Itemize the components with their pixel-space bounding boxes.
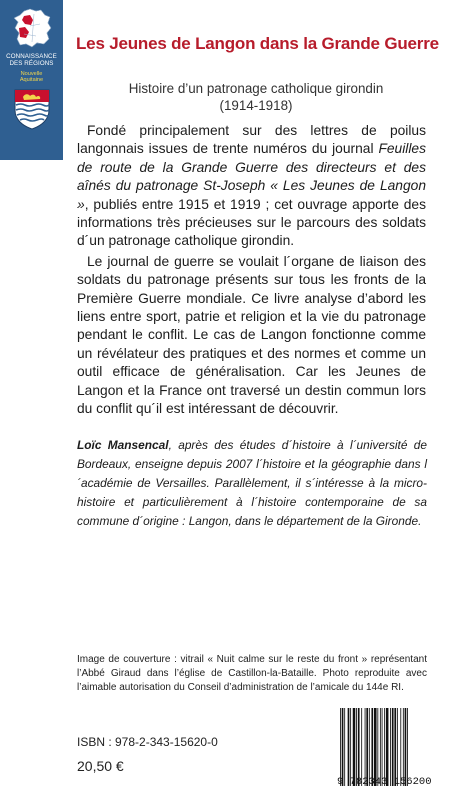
price: 20,50 € [77, 758, 124, 774]
book-summary [77, 122, 426, 419]
isbn: ISBN : 978-2-343-15620-0 [77, 735, 218, 749]
subtitle-line: Histoire d’un patronage catholique girondin [128, 81, 384, 96]
collection-sidebar [0, 0, 63, 160]
barcode-digits: 9 782343 156200 [337, 776, 432, 788]
journal-title: Feuilles de route de la Grande Guerre des directeurs et des aînés du patronage St-Joseph « Les Jeunes de Langon » [77, 141, 426, 212]
summary-paragraph-2: Le journal de guerre se voulait l´organe de liaison des soldats du patronage présents sur tous les fronts de la Première Guerre mondiale. Ce livre analyse d’abord les liens entre sport, patrie et religion et la vie du patronage pendant le conflit. Le cas de Langon fonctionne comme un révélateur des pratiques et des normes et comme un outil efficace de généralisation. Car les Jeunes de Langon et la France ont traversé un destin commun lors du conflit qu´il est intéressant de découvrir. [77, 253, 426, 417]
lion-coat-of-arms-icon [13, 88, 51, 130]
subtitle-dates: (1914-1918) [219, 98, 293, 113]
summary-paragraph-1: Fondé principalement sur des lettres de poilus langonnais issues de trente numéros du journal Feuilles de route de la Grande Guerre des directeurs et des aînés du patronage St-Joseph « Les Jeunes de Langon », publiés entre 1915 et 1919 ; cet ouvrage apporte des informations très précieuses sur le parcours des soldats d´un patronage catholique girondin. [77, 123, 426, 249]
book-title: Les Jeunes de Langon dans la Grande Guerre [76, 34, 439, 53]
author-bio [77, 436, 427, 531]
barcode-icon [338, 708, 435, 786]
book-subtitle [76, 80, 436, 114]
author-bio-text: , après des études d´histoire à l´université de Bordeaux, enseigne depuis 2007 l´histoire et la géographie dans l´académie de Versailles. Parallèlement, il s´intéresse à la micro-histoire et particulièrement à l´histoire contemporaine de sa commune d´origine : Langon, dans le département de la Gironde. [77, 438, 427, 528]
collection-label: CONNAISSANCE DES RÉGIONS [6, 53, 57, 67]
region-label: Nouvelle Aquitaine [19, 71, 44, 83]
france-map-icon [10, 6, 54, 50]
author-name: Loïc Mansencal [77, 438, 169, 452]
cover-image-credit: Image de couverture : vitrail « Nuit calme sur le reste du front » représentant l’Abbé Giraud dans l’église de Castillon-la-Bataille. Photo reproduite avec l’aimable autorisation du Conseil d’administration de l’amicale du 144e RI. [77, 654, 427, 693]
